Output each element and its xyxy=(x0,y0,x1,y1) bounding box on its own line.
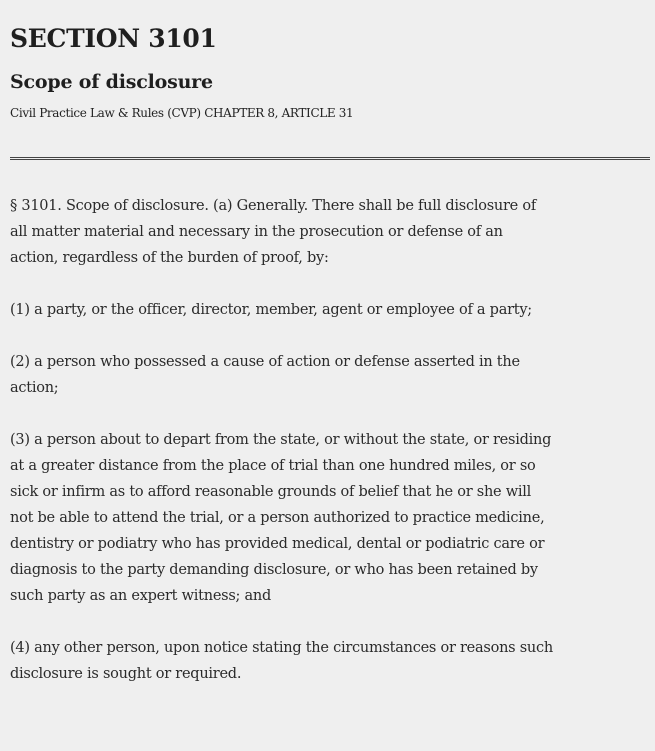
section-title: SECTION 3101 xyxy=(10,24,217,53)
paragraph-item-2: (2) a person who possessed a cause of action or defense asserted in the action; xyxy=(10,354,520,396)
section-subtitle: Scope of disclosure xyxy=(10,71,213,93)
statute-body xyxy=(10,193,555,687)
header-divider xyxy=(10,157,650,160)
section-citation: Civil Practice Law & Rules (CVP) CHAPTER 8, ARTICLE 31 xyxy=(10,106,354,120)
paragraph-intro: § 3101. Scope of disclosure. (a) Generally. There shall be full disclosure of all matter material and necessary in the prosecution or defense of an action, regardless of the burden of proof, by: xyxy=(10,198,536,266)
paragraph-item-4: (4) any other person, upon notice stating the circumstances or reasons such disclosure is sought or required. xyxy=(10,640,553,682)
paragraph-item-1: (1) a party, or the officer, director, member, agent or employee of a party; xyxy=(10,302,532,318)
paragraph-item-3: (3) a person about to depart from the state, or without the state, or residing at a greater distance from the place of trial than one hundred miles, or so sick or infirm as to afford reasonable grounds of belief that he or she will not be able to attend the trial, or a person authorized to practice medicine, dentistry or podiatry who has provided medical, dental or podiatric care or diagnosis to the party demanding disclosure, or who has been retained by such party as an expert witness; and xyxy=(10,432,552,604)
